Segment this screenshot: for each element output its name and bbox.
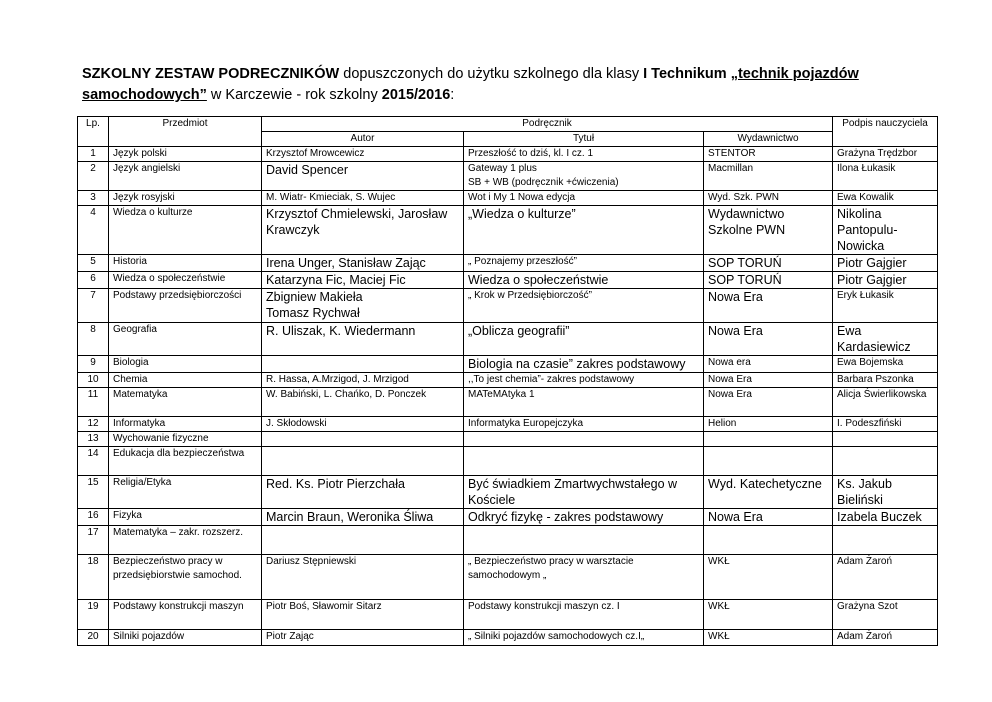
document-heading [82, 64, 922, 106]
cell-wyd: Wyd. Szk. PWN [704, 191, 833, 206]
heading-profession: „technik pojazdów samochodowych” [82, 66, 859, 103]
cell-podpis: Grażyna Trędzbor [833, 147, 938, 162]
cell-wyd: Macmillan [704, 162, 833, 191]
cell-podpis: Eryk Łukasik [833, 289, 938, 323]
cell-autor: David Spencer [262, 162, 464, 191]
cell-wyd: SOP TORUŃ [704, 255, 833, 272]
cell-wyd: Helion [704, 417, 833, 432]
cell-przedmiot: Biologia [109, 356, 262, 373]
cell-lp: 20 [78, 630, 109, 646]
header-przedmiot: Przedmiot [109, 117, 262, 147]
heading-location: w Karczewie - rok szkolny [206, 87, 382, 103]
cell-wyd: Nowa Era [704, 323, 833, 356]
header-lp: Lp. [78, 117, 109, 147]
cell-lp: 6 [78, 272, 109, 289]
cell-tytul [464, 447, 704, 476]
cell-wyd [704, 432, 833, 447]
cell-tytul [464, 432, 704, 447]
cell-lp: 3 [78, 191, 109, 206]
header-podrecznik: Podręcznik [262, 117, 833, 132]
cell-autor [262, 526, 464, 555]
table-row [78, 630, 938, 646]
table-row [78, 272, 938, 289]
cell-lp: 14 [78, 447, 109, 476]
cell-autor: Krzysztof Mrowcewicz [262, 147, 464, 162]
cell-podpis: Ewa Kardasiewicz [833, 323, 938, 356]
cell-lp: 7 [78, 289, 109, 323]
table-row [78, 191, 938, 206]
cell-tytul: „ Poznajemy przeszłość” [464, 255, 704, 272]
cell-lp: 9 [78, 356, 109, 373]
header-tytul: Tytuł [464, 132, 704, 147]
cell-przedmiot: Matematyka – zakr. rozszerz. [109, 526, 262, 555]
cell-przedmiot: Fizyka [109, 509, 262, 526]
table-row [78, 289, 938, 323]
cell-lp: 19 [78, 600, 109, 630]
cell-tytul: MATeMAtyka 1 [464, 388, 704, 417]
cell-przedmiot: Geografia [109, 323, 262, 356]
cell-wyd: WKŁ [704, 600, 833, 630]
cell-autor: Zbigniew Makieła Tomasz Rychwał [262, 289, 464, 323]
cell-przedmiot: Wiedza o społeczeństwie [109, 272, 262, 289]
cell-autor: Katarzyna Fic, Maciej Fic [262, 272, 464, 289]
header-podpis: Podpis nauczyciela [833, 117, 938, 147]
cell-autor: Piotr Boś, Sławomir Sitarz [262, 600, 464, 630]
cell-lp: 15 [78, 476, 109, 509]
cell-tytul: „ Krok w Przedsiębiorczość” [464, 289, 704, 323]
table-row [78, 147, 938, 162]
cell-lp: 16 [78, 509, 109, 526]
table-row [78, 417, 938, 432]
heading-year: 2015/2016 [381, 87, 451, 103]
cell-tytul: „ Bezpieczeństwo pracy w warsztacie samochodowym „ [464, 555, 704, 600]
table-row [78, 388, 938, 417]
cell-tytul: Podstawy konstrukcji maszyn cz. I [464, 600, 704, 630]
cell-tytul: Odkryć fizykę - zakres podstawowy [464, 509, 704, 526]
cell-wyd [704, 447, 833, 476]
cell-autor: W. Babiński, L. Chańko, D. Ponczek [262, 388, 464, 417]
cell-przedmiot: Religia/Etyka [109, 476, 262, 509]
cell-autor: Red. Ks. Piotr Pierzchała [262, 476, 464, 509]
cell-autor: R. Uliszak, K. Wiedermann [262, 323, 464, 356]
table-row [78, 555, 938, 600]
cell-podpis: Piotr Gajgier [833, 255, 938, 272]
cell-tytul: ,,To jest chemia”- zakres podstawowy [464, 373, 704, 388]
cell-lp: 17 [78, 526, 109, 555]
cell-podpis [833, 447, 938, 476]
table-row [78, 447, 938, 476]
cell-lp: 2 [78, 162, 109, 191]
cell-podpis: Nikolina Pantopulu-Nowicka [833, 206, 938, 255]
cell-przedmiot: Silniki pojazdów [109, 630, 262, 646]
cell-autor [262, 356, 464, 373]
cell-tytul [464, 526, 704, 555]
cell-wyd: Wydawnictwo Szkolne PWN [704, 206, 833, 255]
cell-autor: Marcin Braun, Weronika Śliwa [262, 509, 464, 526]
cell-lp: 12 [78, 417, 109, 432]
heading-text: dopuszczonych do użytku szkolnego dla klasy [339, 66, 644, 82]
heading-colon: : [450, 87, 455, 103]
cell-przedmiot: Chemia [109, 373, 262, 388]
cell-przedmiot: Bezpieczeństwo pracy w przedsiębiorstwie samochod. [109, 555, 262, 600]
table-row [78, 476, 938, 509]
cell-tytul: Wiedza o społeczeństwie [464, 272, 704, 289]
cell-przedmiot: Wychowanie fizyczne [109, 432, 262, 447]
cell-wyd: Nowa Era [704, 289, 833, 323]
cell-tytul: Być świadkiem Zmartwychwstałego w Kościele [464, 476, 704, 509]
cell-podpis: Izabela Buczek [833, 509, 938, 526]
heading-class: I Technikum [643, 66, 727, 82]
header-autor: Autor [262, 132, 464, 147]
table-row [78, 509, 938, 526]
cell-lp: 1 [78, 147, 109, 162]
cell-podpis: Ewa Kowalik [833, 191, 938, 206]
table-row [78, 206, 938, 255]
cell-lp: 10 [78, 373, 109, 388]
table-row [78, 526, 938, 555]
cell-przedmiot: Podstawy przedsiębiorczości [109, 289, 262, 323]
cell-wyd: Nowa Era [704, 509, 833, 526]
cell-lp: 4 [78, 206, 109, 255]
cell-autor: Piotr Zając [262, 630, 464, 646]
cell-autor: Krzysztof Chmielewski, Jarosław Krawczyk [262, 206, 464, 255]
cell-podpis: Ewa Bojemska [833, 356, 938, 373]
cell-tytul: Przeszłość to dziś, kl. I cz. 1 [464, 147, 704, 162]
cell-tytul: Gateway 1 plus SB + WB (podręcznik +ćwiczenia) [464, 162, 704, 191]
cell-autor: R. Hassa, A.Mrzigod, J. Mrzigod [262, 373, 464, 388]
textbook-table [77, 116, 938, 646]
cell-autor: J. Skłodowski [262, 417, 464, 432]
table-row [78, 162, 938, 191]
cell-tytul: „ Silniki pojazdów samochodowych cz.I„ [464, 630, 704, 646]
cell-przedmiot: Matematyka [109, 388, 262, 417]
heading-title: SZKOLNY ZESTAW PODRECZNIKÓW [82, 66, 340, 82]
cell-podpis: Adam Żaroń [833, 555, 938, 600]
cell-tytul: Biologia na czasie” zakres podstawowy [464, 356, 704, 373]
cell-przedmiot: Historia [109, 255, 262, 272]
cell-lp: 11 [78, 388, 109, 417]
cell-wyd: Nowa era [704, 356, 833, 373]
cell-tytul: Informatyka Europejczyka [464, 417, 704, 432]
cell-tytul: „Oblicza geografii” [464, 323, 704, 356]
cell-przedmiot: Informatyka [109, 417, 262, 432]
cell-podpis [833, 526, 938, 555]
table-row [78, 432, 938, 447]
cell-przedmiot: Podstawy konstrukcji maszyn [109, 600, 262, 630]
cell-lp: 5 [78, 255, 109, 272]
cell-przedmiot: Język rosyjski [109, 191, 262, 206]
table-row [78, 356, 938, 373]
cell-podpis: Grażyna Szot [833, 600, 938, 630]
cell-wyd: Nowa Era [704, 373, 833, 388]
cell-autor: M. Wiatr- Kmieciak, S. Wujec [262, 191, 464, 206]
cell-podpis: Adam Żaroń [833, 630, 938, 646]
cell-wyd: SOP TORUŃ [704, 272, 833, 289]
header-wydawnictwo: Wydawnictwo [704, 132, 833, 147]
cell-podpis: Ilona Łukasik [833, 162, 938, 191]
cell-podpis: Piotr Gajgier [833, 272, 938, 289]
cell-lp: 8 [78, 323, 109, 356]
cell-lp: 13 [78, 432, 109, 447]
cell-wyd: WKŁ [704, 630, 833, 646]
header-row [78, 117, 938, 132]
cell-wyd: Nowa Era [704, 388, 833, 417]
cell-podpis: Barbara Pszonka [833, 373, 938, 388]
cell-podpis: Ks. Jakub Bieliński [833, 476, 938, 509]
cell-przedmiot: Edukacja dla bezpieczeństwa [109, 447, 262, 476]
cell-wyd: STENTOR [704, 147, 833, 162]
cell-tytul: „Wiedza o kulturze” [464, 206, 704, 255]
cell-tytul: Wot i My 1 Nowa edycja [464, 191, 704, 206]
table-row [78, 373, 938, 388]
cell-autor [262, 447, 464, 476]
cell-wyd: Wyd. Katechetyczne [704, 476, 833, 509]
cell-podpis: I. Podeszfiński [833, 417, 938, 432]
cell-podpis: Alicja Świerlikowska [833, 388, 938, 417]
cell-przedmiot: Język polski [109, 147, 262, 162]
cell-autor: Dariusz Stępniewski [262, 555, 464, 600]
cell-przedmiot: Wiedza o kulturze [109, 206, 262, 255]
cell-autor: Irena Unger, Stanisław Zając [262, 255, 464, 272]
cell-autor [262, 432, 464, 447]
cell-wyd: WKŁ [704, 555, 833, 600]
table-row [78, 323, 938, 356]
cell-lp: 18 [78, 555, 109, 600]
table-row [78, 255, 938, 272]
cell-przedmiot: Język angielski [109, 162, 262, 191]
cell-podpis [833, 432, 938, 447]
cell-wyd [704, 526, 833, 555]
table-row [78, 600, 938, 630]
